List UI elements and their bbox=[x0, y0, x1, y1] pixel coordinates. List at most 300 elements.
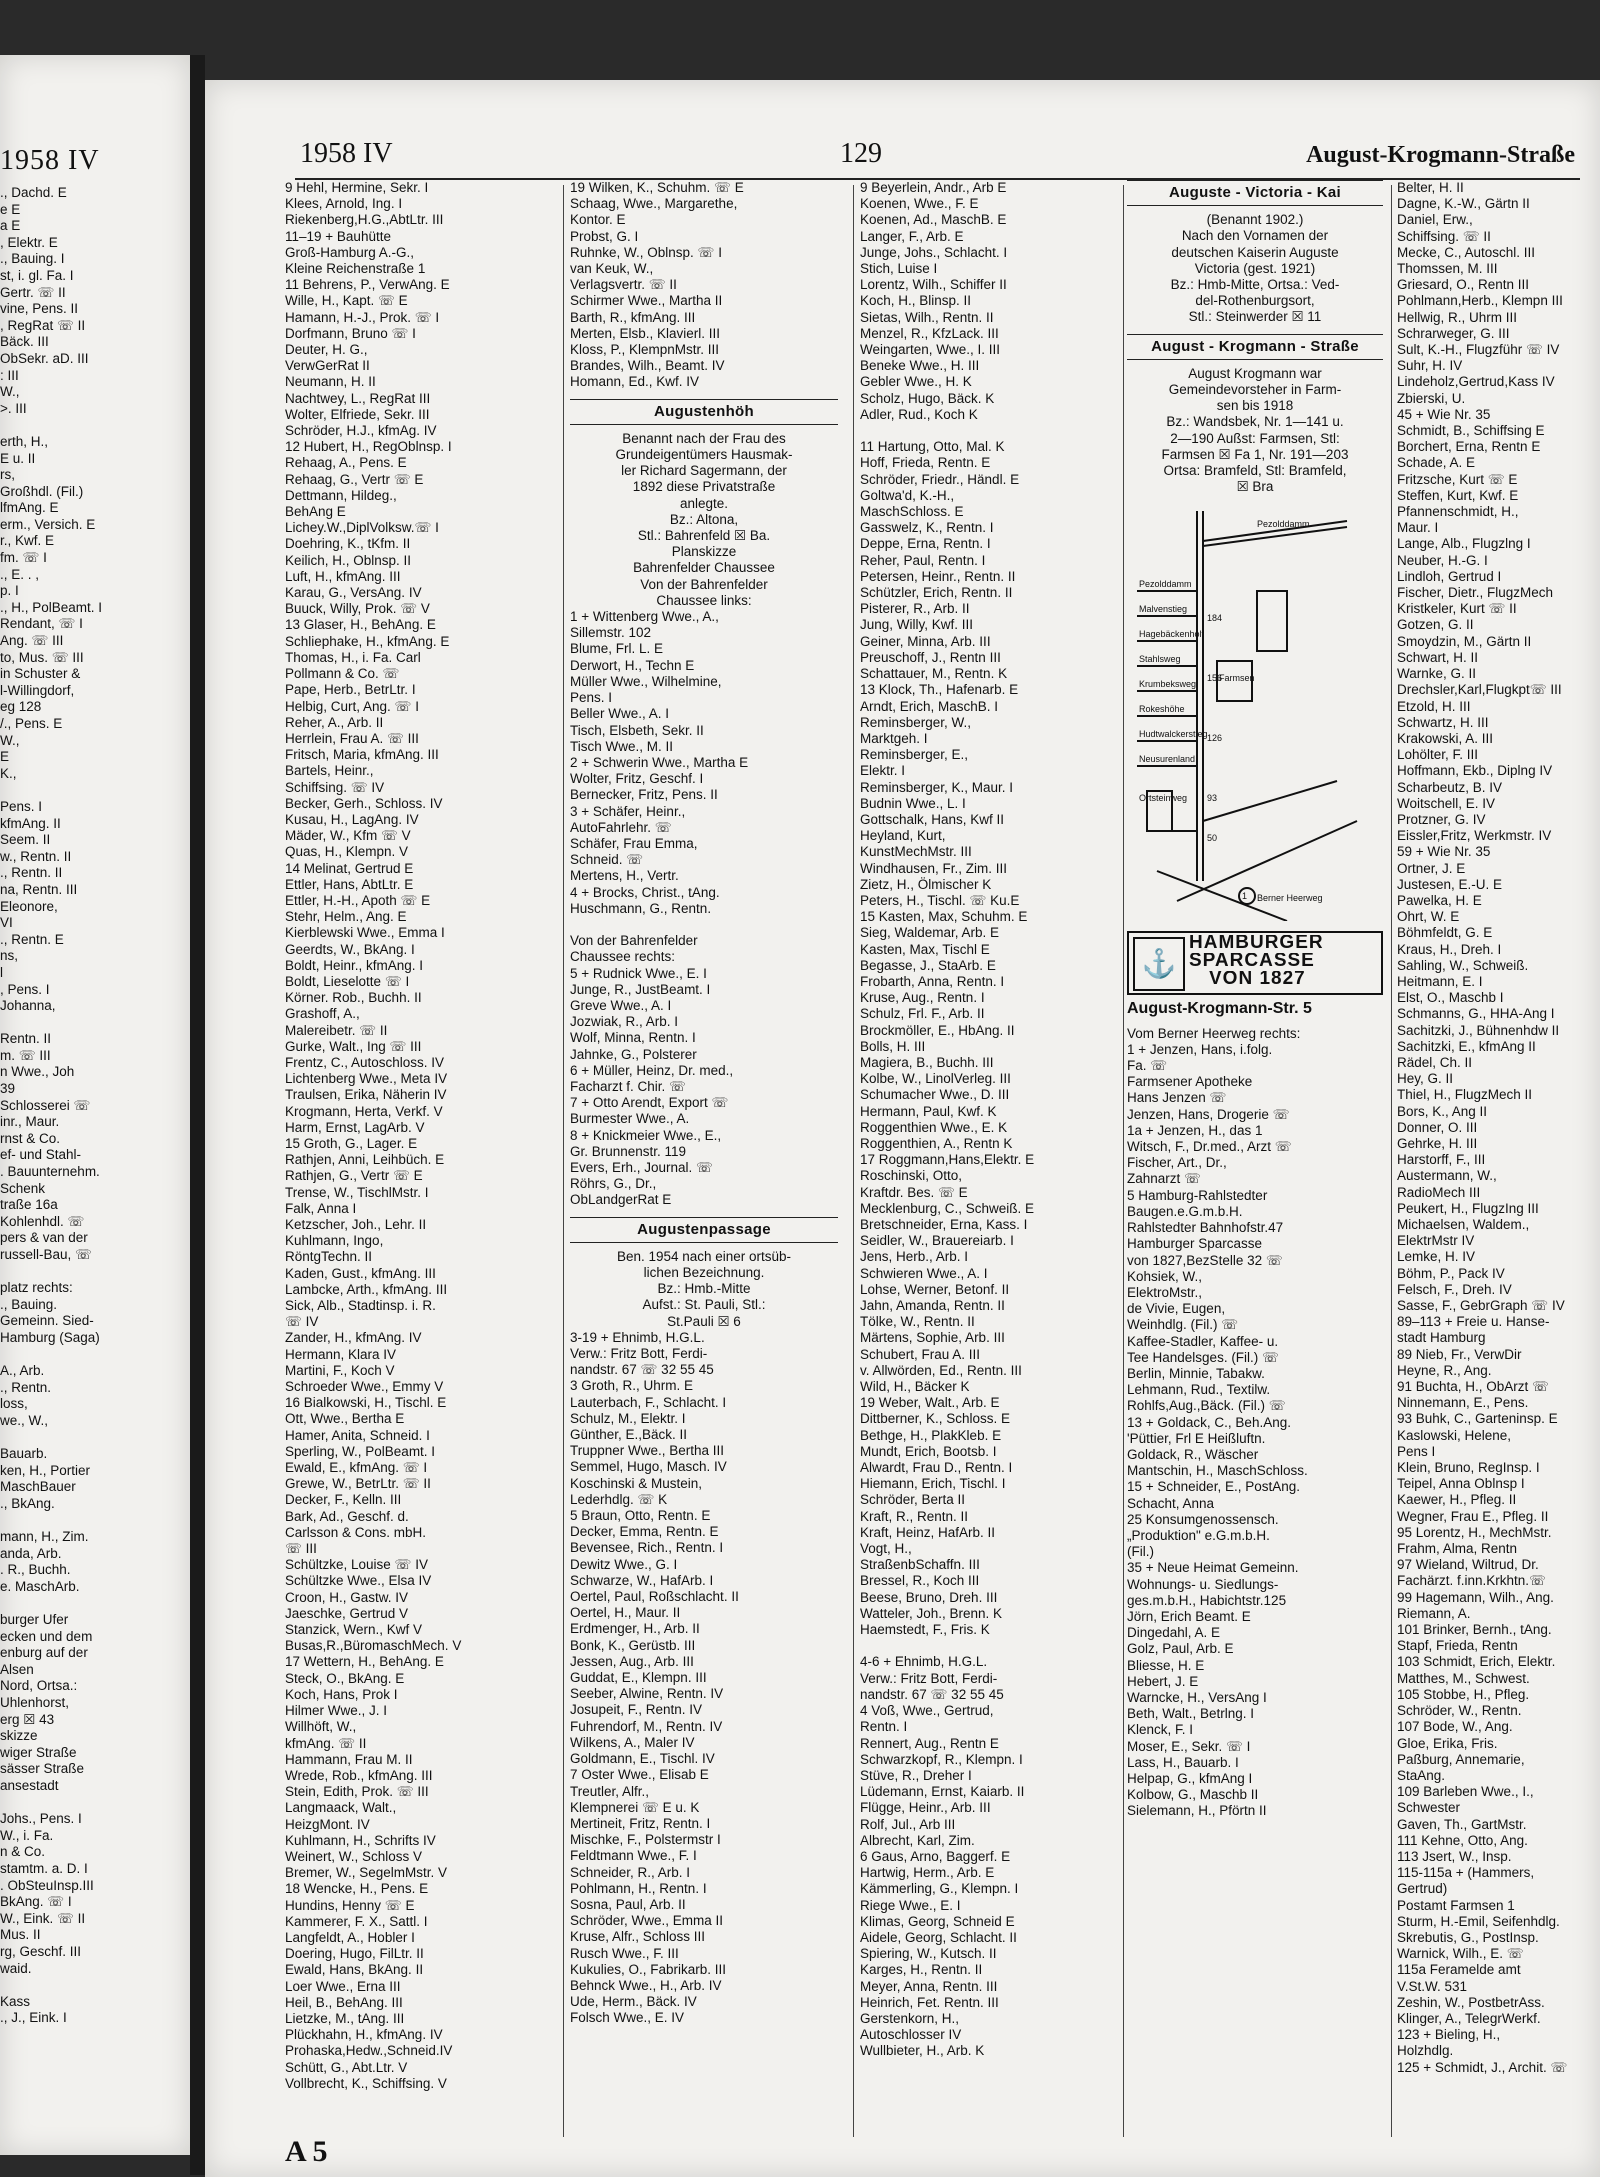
directory-entry: Lüdemann, Ernst, Kaiarb. II bbox=[860, 1784, 1025, 1800]
section-note: Benannt nach der Frau des bbox=[622, 430, 786, 446]
directory-entry: 16 Bialkowski, H., Tischl. E bbox=[285, 1395, 447, 1411]
ad-address: August-Krogmann-Str. 5 bbox=[1127, 1001, 1312, 1018]
directory-entry: 115-115a + (Hammers, bbox=[1397, 1865, 1535, 1881]
directory-entry: Schütt, G., Abt.Ltr. V bbox=[285, 2059, 408, 2075]
directory-entry: l-Willingdorf, bbox=[0, 682, 75, 698]
directory-entry: Schneider, R., Arb. I bbox=[570, 1864, 691, 1880]
directory-entry: Prohaska,Hedw.,Schneid.IV bbox=[285, 2043, 453, 2059]
directory-entry: ., BkAng. bbox=[0, 1495, 55, 1511]
directory-entry: Woitschell, E. IV bbox=[1397, 795, 1496, 811]
directory-entry: Wilkens, A., Maler IV bbox=[570, 1734, 695, 1750]
directory-entry: Gotzen, G. II bbox=[1397, 617, 1474, 633]
directory-entry: Lohölter, F. III bbox=[1397, 747, 1479, 763]
directory-entry: Behnck Wwe., H., Arb. IV bbox=[570, 1977, 722, 1993]
directory-entry: na, Rentn. III bbox=[0, 881, 78, 897]
directory-entry: loss, bbox=[0, 1396, 28, 1412]
directory-entry: vine, Pens. II bbox=[0, 301, 79, 317]
directory-entry: Ninnemann, E., Pens. bbox=[1397, 1395, 1529, 1411]
directory-entry: Langmaack, Walt., bbox=[285, 1800, 397, 1816]
directory-entry: Schrarweger, G. III bbox=[1397, 325, 1510, 341]
directory-entry: Herrlein, Frau A. ☏ III bbox=[285, 730, 419, 746]
directory-entry: Klempnerei ☏ E u. K bbox=[570, 1799, 700, 1815]
section-note: Bz.: Hmb.-Mitte bbox=[657, 1281, 751, 1297]
directory-entry: Neumann, H. II bbox=[285, 374, 376, 390]
directory-entry: inr., Maur. bbox=[0, 1114, 60, 1130]
map-street-label: Pezolddamm bbox=[1257, 519, 1310, 530]
directory-entry: Karges, H., Rentn. II bbox=[860, 1962, 983, 1978]
directory-entry: Karau, G., VersAng. IV bbox=[285, 585, 422, 601]
directory-entry: Kusau, H., LagAng. IV bbox=[285, 811, 419, 827]
directory-entry: ., E. . , bbox=[0, 566, 40, 582]
directory-entry: Austermann, W., bbox=[1397, 1168, 1497, 1184]
directory-entry: Kraftdr. Bes. ☏ E bbox=[860, 1184, 968, 1200]
directory-entry: Teipel, Anna Oblnsp I bbox=[1397, 1476, 1525, 1492]
directory-entry: Wolter, Elfriede, Sekr. III bbox=[285, 406, 430, 422]
directory-entry: Folsch Wwe., E. IV bbox=[570, 2010, 685, 2026]
directory-entry: 35 + Neue Heimat Gemeinn. bbox=[1127, 1560, 1299, 1576]
directory-entry: Tee Handelsges. (Fil.) ☏ bbox=[1127, 1349, 1279, 1365]
directory-entry: Aidele, Georg, Schlacht. II bbox=[860, 1929, 1017, 1945]
section-note: ☒ Bra bbox=[1236, 479, 1274, 495]
directory-entry: Gurke, Walt., Ing ☏ III bbox=[285, 1038, 422, 1054]
directory-entry: Helpap, G., kfmAng I bbox=[1127, 1771, 1253, 1786]
directory-entry: Schubert, Frau A. III bbox=[860, 1346, 981, 1362]
directory-entry: Lindeholz,Gertrud,Kass IV bbox=[1397, 374, 1555, 390]
directory-entry bbox=[860, 423, 1128, 439]
directory-entry: Stehr, Helm., Ang. E bbox=[285, 909, 407, 925]
directory-entry: Sick, Alb., Stadtinsp. i. R. bbox=[285, 1298, 436, 1314]
directory-entry: Lichey.W.,DiplVolksw.☏ I bbox=[285, 520, 439, 536]
directory-entry: Dettmann, Hildeg., bbox=[285, 487, 397, 503]
directory-entry: Schulz, Frl. F., Arb. II bbox=[860, 1006, 985, 1022]
directory-entry: pers & van der bbox=[0, 1230, 88, 1246]
directory-entry: , Elektr. E bbox=[0, 234, 58, 250]
directory-entry: e E bbox=[0, 201, 21, 217]
directory-entry: 111 Kehne, Otto, Ang. bbox=[1397, 1832, 1528, 1848]
directory-entry: Sosna, Paul, Arb. II bbox=[570, 1896, 686, 1912]
directory-entry: Golz, Paul, Arb. E bbox=[1127, 1641, 1234, 1657]
directory-entry: Schattauer, M., Rentn. K bbox=[860, 666, 1008, 682]
directory-entry: Goldmann, E., Tischl. IV bbox=[570, 1751, 715, 1767]
directory-entry: ns, bbox=[0, 948, 19, 964]
directory-entry: Schliephake, H., kfmAng. E bbox=[285, 633, 450, 649]
directory-entry: 125 + Schmidt, J., Archit. ☏ bbox=[1397, 2059, 1568, 2075]
directory-entry: Grashoff, A., bbox=[285, 1006, 360, 1022]
directory-entry: Mischke, F., Polstermstr I bbox=[570, 1832, 721, 1848]
directory-entry: Doering, Hugo, FilLtr. II bbox=[285, 1946, 424, 1962]
directory-entry: K., bbox=[0, 765, 17, 781]
directory-entry: e. MaschArb. bbox=[0, 1578, 80, 1594]
street-map bbox=[1137, 501, 1367, 921]
section-note: August Krogmann war bbox=[1188, 365, 1322, 381]
directory-entry: 15 Kasten, Max, Schuhm. E bbox=[860, 909, 1028, 925]
directory-entry: Elektr. I bbox=[860, 763, 906, 779]
directory-column-2 bbox=[570, 180, 838, 2139]
directory-entry: 45 + Wie Nr. 35 bbox=[1397, 406, 1491, 422]
directory-entry: Ohrt, W. E bbox=[1397, 909, 1460, 925]
section-title-krogmann-strasse: August - Krogmann - Straße bbox=[1127, 334, 1383, 360]
directory-entry: Hammann, Frau M. II bbox=[285, 1751, 413, 1767]
directory-entry: Kuhlmann, Ingo, bbox=[285, 1233, 384, 1249]
directory-entry: Berlin, Minnie, Tabakw. bbox=[1127, 1365, 1265, 1381]
directory-entry: Ettler, Hans, AbtLtr. E bbox=[285, 876, 414, 892]
directory-entry: van Keuk, W., bbox=[570, 261, 654, 277]
directory-entry: Rendant, ☏ I bbox=[0, 616, 83, 632]
directory-entry: Pisterer, R., Arb. II bbox=[860, 601, 970, 617]
directory-entry: Menzel, R., KfzLack. III bbox=[860, 325, 999, 341]
directory-entry: Autoschlosser IV bbox=[860, 2027, 962, 2043]
directory-entry: ., Dachd. E bbox=[0, 185, 67, 200]
section-note: Bz.: Wandsbek, Nr. 1—141 u. bbox=[1166, 414, 1344, 430]
directory-entry: Erdmenger, H., Arb. II bbox=[570, 1621, 700, 1637]
directory-entry: Bliesse, H. E bbox=[1127, 1657, 1205, 1673]
directory-entry: Riege Wwe., E. I bbox=[860, 1897, 961, 1913]
directory-entry: Holzhdlg. bbox=[1397, 2043, 1454, 2059]
directory-entry: 'Püttier, Frl E Heißluftn. bbox=[1127, 1430, 1266, 1446]
directory-entry: Carlsson & Cons. mbH. bbox=[285, 1524, 427, 1540]
directory-entry: Hoff, Frieda, Rentn. E bbox=[860, 455, 991, 471]
section-title-augustenhoeh: Augustenhöh bbox=[570, 399, 838, 425]
directory-entry: Lambcke, Arth., kfmAng. III bbox=[285, 1281, 448, 1297]
directory-entry: Schneid. ☏ bbox=[570, 852, 644, 868]
directory-entry: Koschinski & Mustein, bbox=[570, 1475, 703, 1491]
directory-entry: Steck, O., BkAng. E bbox=[285, 1670, 405, 1686]
directory-entry: Heitmann, E. I bbox=[1397, 973, 1483, 989]
directory-entry: Kaslowski, Helene, bbox=[1397, 1427, 1512, 1443]
directory-entry bbox=[0, 417, 180, 434]
directory-entry: Mecke, C., Autoschl. III bbox=[1397, 244, 1536, 260]
directory-entry: Ewald, E., kfmAng. ☏ I bbox=[285, 1460, 428, 1476]
directory-entry: w., Rentn. II bbox=[0, 848, 72, 864]
directory-entry: 11–19 + Bauhütte bbox=[285, 228, 391, 244]
directory-entry: Jahn, Amanda, Rentn. II bbox=[860, 1298, 1005, 1314]
section-note: Bahrenfelder Chaussee bbox=[633, 560, 775, 576]
sparcasse-advertisement bbox=[1127, 931, 1383, 995]
directory-entry: Alwardt, Frau D., Rentn. I bbox=[860, 1460, 1013, 1476]
directory-entry: Begasse, J., StaArb. E bbox=[860, 957, 996, 973]
directory-entry: 13 Klock, Th., Hafenarb. E bbox=[860, 682, 1019, 698]
directory-entry: Ettler, H.-H., Apoth ☏ E bbox=[285, 892, 431, 908]
directory-entry: Ruhnke, W., Oblnsp. ☏ I bbox=[570, 244, 722, 260]
directory-entry: Beth, Walt., Betrlng. I bbox=[1127, 1706, 1255, 1722]
directory-entry: Wild, H., Bäcker K bbox=[860, 1379, 970, 1395]
directory-entry: Gebler Wwe., H. K bbox=[860, 374, 972, 390]
directory-entry: p. I bbox=[0, 583, 19, 599]
directory-entry: (Fil.) bbox=[1127, 1544, 1154, 1560]
directory-entry: Von der Bahrenfelder bbox=[570, 933, 698, 949]
directory-entry: Lichtenberg Wwe., Meta IV bbox=[285, 1071, 448, 1087]
column-divider bbox=[563, 185, 564, 2137]
directory-entry: Reher, A., Arb. II bbox=[285, 714, 384, 730]
directory-entry: 113 Jsert, W., Insp. bbox=[1397, 1848, 1512, 1864]
directory-entry: Goldack, R., Wäscher bbox=[1127, 1446, 1259, 1462]
book-gutter bbox=[190, 55, 205, 2175]
directory-entry: 18 Wencke, H., Pens. E bbox=[285, 1881, 429, 1897]
directory-entry: l bbox=[0, 964, 3, 980]
directory-entry: 4 + Brocks, Christ., tAng. bbox=[570, 884, 720, 900]
directory-entry: Hermann, Klara IV bbox=[285, 1346, 397, 1362]
directory-entry: Gottschalk, Hans, Kwf II bbox=[860, 811, 1005, 827]
directory-entry: Schwieren Wwe., A. I bbox=[860, 1265, 988, 1281]
directory-entry: Gerstenkorn, H., bbox=[860, 2010, 960, 2026]
directory-entry: Schiffsing. ☏ II bbox=[1397, 228, 1491, 244]
directory-entry: in Schuster & bbox=[0, 666, 81, 682]
running-title: August-Krogmann-Straße bbox=[1306, 142, 1575, 168]
directory-entry: Weinert, W., Schloss V bbox=[285, 1848, 423, 1864]
directory-entry: Roggenthien, A., Rentn K bbox=[860, 1135, 1013, 1151]
directory-entry: Truppner Wwe., Bertha III bbox=[570, 1443, 725, 1459]
directory-entry: Hundins, Henny ☏ E bbox=[285, 1897, 415, 1913]
directory-entry: MaschSchloss. E bbox=[860, 504, 964, 520]
directory-entry: Merten, Elsb., Klavierl. III bbox=[570, 325, 721, 341]
directory-entry: ., Rentn. II bbox=[0, 865, 63, 881]
directory-entry: Blume, Frl. L. E bbox=[570, 641, 664, 657]
directory-entry: Bernecker, Fritz, Pens. II bbox=[570, 787, 718, 803]
directory-entry: Keilich, H., Oblnsp. II bbox=[285, 552, 412, 568]
signature-mark: A 5 bbox=[285, 2135, 328, 2168]
directory-entry: Schroeder Wwe., Emmy V bbox=[285, 1379, 444, 1395]
directory-entry: Gloe, Erika, Fris. bbox=[1397, 1735, 1498, 1751]
directory-entry: Derwort, H., Techn E bbox=[570, 657, 695, 673]
directory-entry: 9 Beyerlein, Andr., Arb E bbox=[860, 180, 1007, 195]
directory-entry: Schützler, Erich, Rentn. II bbox=[860, 585, 1013, 601]
directory-entry: Jens, Herb., Arb. I bbox=[860, 1249, 969, 1265]
directory-entry: Ortner, J. E bbox=[1397, 860, 1466, 876]
directory-entry: Sieg, Waldemar, Arb. E bbox=[860, 925, 1000, 941]
directory-entry: Homann, Ed., Kwf. IV bbox=[570, 374, 700, 390]
directory-entry: Geerdts, W., BkAng. I bbox=[285, 941, 415, 957]
directory-entry: Rehaag, G., Vertr ☏ E bbox=[285, 471, 424, 487]
directory-entry: Frahm, Alma, Rentn bbox=[1397, 1541, 1518, 1557]
directory-entry: Deuter, H. G., bbox=[285, 342, 368, 358]
directory-entry: Watteler, Joh., Brenn. K bbox=[860, 1605, 1003, 1621]
directory-entry: Wullbieter, H., Arb. K bbox=[860, 2043, 985, 2059]
directory-entry: Donner, O. III bbox=[1397, 1119, 1478, 1135]
directory-entry: n & Co. bbox=[0, 1844, 46, 1860]
section-note: lichen Bezeichnung. bbox=[643, 1265, 765, 1280]
directory-entry: E bbox=[0, 749, 10, 765]
directory-entry: ElektrMstr IV bbox=[1397, 1233, 1475, 1249]
directory-entry: Jörn, Erich Beamt. E bbox=[1127, 1608, 1251, 1624]
directory-entry: Trense, W., TischlMstr. I bbox=[285, 1184, 429, 1200]
directory-entry: 105 Stobbe, H., Pfleg. bbox=[1397, 1686, 1530, 1702]
directory-entry: 95 Lorentz, H., MechMstr. bbox=[1397, 1524, 1552, 1540]
directory-entry: Klinger, A., TelegrWerkf. bbox=[1397, 2010, 1541, 2026]
directory-entry: Schenk bbox=[0, 1180, 46, 1196]
directory-entry: Mertens, H., Vertr. bbox=[570, 868, 679, 884]
directory-entry: Mecklenburg, C., Schweiß. E bbox=[860, 1200, 1035, 1216]
directory-entry: Klenck, F. I bbox=[1127, 1722, 1194, 1738]
map-number: 50 bbox=[1207, 833, 1218, 844]
directory-entry: Junge, Johs., Schlacht. I bbox=[860, 244, 1008, 260]
directory-entry: 3 Groth, R., Uhrm. E bbox=[570, 1378, 694, 1394]
directory-entry: Seem. II bbox=[0, 832, 51, 848]
directory-entry bbox=[0, 1015, 180, 1032]
directory-entry: Pawelka, H. E bbox=[1397, 892, 1482, 908]
directory-entry: Gertrud) bbox=[1397, 1881, 1448, 1897]
directory-entry: Pohlmann, H., Rentn. I bbox=[570, 1880, 707, 1896]
directory-entry: Schwarze, W., HafArb. I bbox=[570, 1572, 714, 1588]
directory-entry: Josupeit, F., Rentn. IV bbox=[570, 1702, 703, 1718]
directory-entry: >. III bbox=[0, 400, 27, 416]
directory-entry: Lietzke, M., tAng. III bbox=[285, 2010, 405, 2026]
directory-entry: Märtens, Sophie, Arb. III bbox=[860, 1330, 1005, 1346]
directory-entry: Probst, G. I bbox=[570, 228, 639, 244]
left-page bbox=[0, 55, 190, 2155]
directory-entry: 4-6 + Ehnimb, H.G.L. bbox=[860, 1654, 988, 1670]
section-note: Nach den Vornamen der bbox=[1181, 228, 1329, 244]
directory-entry: W., bbox=[0, 732, 20, 748]
directory-entry: Scholz, Hugo, Bäck. K bbox=[860, 390, 995, 406]
directory-entry: Postamt Farmsen 1 bbox=[1397, 1897, 1515, 1913]
directory-entry: Zander, H., kfmAng. IV bbox=[285, 1330, 422, 1346]
directory-entry: W., bbox=[0, 384, 20, 400]
directory-entry: Lederhdlg. ☏ K bbox=[570, 1491, 668, 1507]
directory-entry: von 1827,BezStelle 32 ☏ bbox=[1127, 1252, 1283, 1268]
directory-entry: rg, Geschf. III bbox=[0, 1943, 82, 1959]
section-note: sen bis 1918 bbox=[1216, 398, 1294, 414]
directory-entry: Vom Berner Heerweg rechts: bbox=[1127, 1025, 1301, 1041]
directory-entry: ., Bauing. I bbox=[0, 251, 65, 267]
directory-entry: 11 Hartung, Otto, Mal. K bbox=[860, 439, 1005, 455]
directory-entry: Jahnke, G., Polsterer bbox=[570, 1046, 697, 1062]
left-page-column bbox=[0, 185, 180, 2027]
directory-entry: ObSekr. aD. III bbox=[0, 350, 89, 366]
directory-entry: Magiera, B., Buchh. III bbox=[860, 1054, 994, 1070]
directory-entry: Vollbrecht, K., Schiffsing. V bbox=[285, 2075, 447, 2091]
directory-entry: erg ☒ 43 bbox=[0, 1711, 55, 1727]
directory-entry: Lohse, Werner, Betonf. II bbox=[860, 1281, 1010, 1297]
directory-entry: Hiemann, Erich, Tischl. I bbox=[860, 1476, 1006, 1492]
directory-entry: Wille, H., Kapt. ☏ E bbox=[285, 293, 408, 309]
directory-entry: Schaag, Wwe., Margarethe, bbox=[570, 196, 738, 212]
directory-entry: Evers, Erh., Journal. ☏ bbox=[570, 1159, 713, 1175]
directory-entry: Bors, K., Ang II bbox=[1397, 1103, 1488, 1119]
directory-entry: : III bbox=[0, 367, 19, 383]
directory-entry: Doehring, K., tKfm. II bbox=[285, 536, 411, 552]
directory-entry: Schumacher Wwe., D. III bbox=[860, 1087, 1010, 1103]
directory-entry: Mäder, W., Kfm ☏ V bbox=[285, 828, 411, 844]
map-number: 126 bbox=[1207, 733, 1223, 744]
ad-line-2: SPARCASSE bbox=[1189, 953, 1315, 970]
directory-entry: Tisch, Elsbeth, Sekr. II bbox=[570, 722, 704, 738]
directory-entry: 101 Brinker, Bernh., tAng. bbox=[1397, 1622, 1552, 1638]
directory-entry: Wolter, Fritz, Geschf. I bbox=[570, 771, 704, 787]
directory-entry: Beese, Bruno, Dreh. III bbox=[860, 1589, 998, 1605]
directory-entry: Plückhahn, H., kfmAng. IV bbox=[285, 2027, 443, 2043]
directory-entry: Dagne, K.-W., Gärtn II bbox=[1397, 196, 1530, 212]
directory-entry: Kierblewski Wwe., Emma I bbox=[285, 925, 445, 941]
directory-entry: ObLandgerRat E bbox=[570, 1192, 672, 1208]
directory-entry: 5 Braun, Otto, Rentn. E bbox=[570, 1508, 711, 1524]
map-box-label: Farmsen bbox=[1219, 673, 1255, 684]
directory-entry: Bolls, H. III bbox=[860, 1038, 926, 1054]
directory-entry: Rennert, Aug., Rentn E bbox=[860, 1735, 999, 1751]
directory-entry: Pens. I bbox=[0, 798, 43, 814]
directory-entry: Hartwig, Herm., Arb. E bbox=[860, 1865, 995, 1881]
directory-entry: . R., Buchh. bbox=[0, 1562, 71, 1578]
directory-entry: nandstr. 67 ☏ 32 55 45 bbox=[570, 1362, 714, 1378]
directory-entry: Eissler,Fritz, Werkmstr. IV bbox=[1397, 828, 1552, 844]
directory-entry: Bäck. III bbox=[0, 334, 49, 350]
directory-entry: Baugen.e.G.m.b.H. bbox=[1127, 1203, 1243, 1219]
directory-entry: r., Kwf. E bbox=[0, 533, 55, 549]
directory-entry: 5 Hamburg-Rahlstedter bbox=[1127, 1187, 1268, 1203]
directory-entry: Moser, E., Sekr. ☏ I bbox=[1127, 1738, 1251, 1754]
directory-entry: Lindloh, Gertrud I bbox=[1397, 568, 1502, 584]
directory-entry: Luft, H., kfmAng. III bbox=[285, 568, 401, 584]
directory-entry: Klees, Arnold, Ing. I bbox=[285, 196, 403, 212]
directory-entry: a E bbox=[0, 218, 21, 234]
directory-entry: Kohlenhdl. ☏ bbox=[0, 1213, 85, 1229]
directory-entry: lfmAng. E bbox=[0, 500, 59, 516]
directory-entry: Gasswelz, K., Rentn. I bbox=[860, 520, 994, 536]
directory-entry: RadioMech III bbox=[1397, 1184, 1481, 1200]
directory-entry: Schlosserei ☏ bbox=[0, 1097, 91, 1113]
directory-entry: Beneke Wwe., H. III bbox=[860, 358, 980, 374]
directory-entry: Semmel, Hugo, Masch. IV bbox=[570, 1459, 727, 1475]
directory-entry: Kolbow, G., Maschb II bbox=[1127, 1787, 1259, 1803]
map-street-label: Pezolddamm bbox=[1139, 579, 1192, 590]
directory-entry: Kammerer, F. X., Sattl. I bbox=[285, 1913, 428, 1929]
directory-entry: Johanna, bbox=[0, 998, 56, 1014]
directory-entry: ☏ IV bbox=[285, 1314, 319, 1330]
directory-entry: Fritsch, Maria, kfmAng. III bbox=[285, 747, 439, 763]
directory-entry: wiger Straße bbox=[0, 1744, 77, 1760]
directory-entry: Lauterbach, F., Schlacht. I bbox=[570, 1394, 727, 1410]
directory-entry: 1 + Jenzen, Hans, i.folg. bbox=[1127, 1041, 1273, 1057]
map-street-label: Krumbeksweg bbox=[1139, 679, 1197, 690]
directory-entry bbox=[0, 1595, 180, 1612]
directory-entry: stamtm. a. D. I bbox=[0, 1860, 88, 1876]
map-street-label: Neusurenland bbox=[1139, 754, 1196, 765]
directory-entry: Schulz, M., Elektr. I bbox=[570, 1410, 686, 1426]
directory-entry: fm. ☏ I bbox=[0, 550, 47, 566]
directory-entry: Schirmer Wwe., Martha II bbox=[570, 293, 723, 309]
directory-entry: 99 Hagemann, Wilh., Ang. bbox=[1397, 1589, 1554, 1605]
main-page bbox=[205, 80, 1600, 2177]
directory-entry: Hamann, H.-J., Prok. ☏ I bbox=[285, 309, 440, 325]
directory-entry: Croon, H., Gastw. IV bbox=[285, 1589, 409, 1605]
directory-entry: Sult, K.-H., Flugzführ ☏ IV bbox=[1397, 342, 1560, 358]
section-note: Ben. 1954 nach einer ortsüb- bbox=[616, 1248, 792, 1264]
section-title-victoria-kai: Auguste - Victoria - Kai bbox=[1127, 180, 1383, 206]
directory-entry: enburg auf der bbox=[0, 1645, 88, 1661]
directory-entry: Johs., Pens. I bbox=[0, 1811, 82, 1827]
directory-entry: Koch, Hans, Prok I bbox=[285, 1686, 398, 1702]
directory-entry: Heyland, Kurt, bbox=[860, 828, 946, 844]
directory-entry: Schäfer, Frau Emma, bbox=[570, 835, 698, 851]
directory-entry: Seidler, W., Brauereiarb. I bbox=[860, 1233, 1014, 1249]
directory-entry: Gertr. ☏ II bbox=[0, 284, 66, 300]
directory-entry bbox=[0, 1795, 180, 1812]
directory-entry: Kass bbox=[0, 1993, 31, 2009]
directory-entry: Pohlmann,Herb., Klempn III bbox=[1397, 293, 1563, 309]
directory-entry: Lehmann, Rud., Textilw. bbox=[1127, 1382, 1271, 1398]
directory-entry: ., Bauing. bbox=[0, 1296, 58, 1312]
directory-entry: eg 128 bbox=[0, 699, 42, 715]
section-title-augustenpassage: Augustenpassage bbox=[570, 1217, 838, 1243]
directory-entry: Sietas, Wilh., Rentn. II bbox=[860, 309, 994, 325]
directory-entry: Nord, Ortsa.: bbox=[0, 1678, 78, 1694]
directory-entry bbox=[0, 1347, 180, 1364]
directory-entry: Kaden, Gust., kfmAng. III bbox=[285, 1265, 436, 1281]
directory-entry: Schröder, Berta II bbox=[860, 1492, 966, 1508]
directory-entry: Pape, Herb., BetrLtr. I bbox=[285, 682, 416, 698]
directory-entry: Rädel, Ch. II bbox=[1397, 1054, 1473, 1070]
directory-entry: Reminsberger, W., bbox=[860, 714, 972, 730]
directory-entry: Kraus, H., Dreh. I bbox=[1397, 941, 1502, 957]
